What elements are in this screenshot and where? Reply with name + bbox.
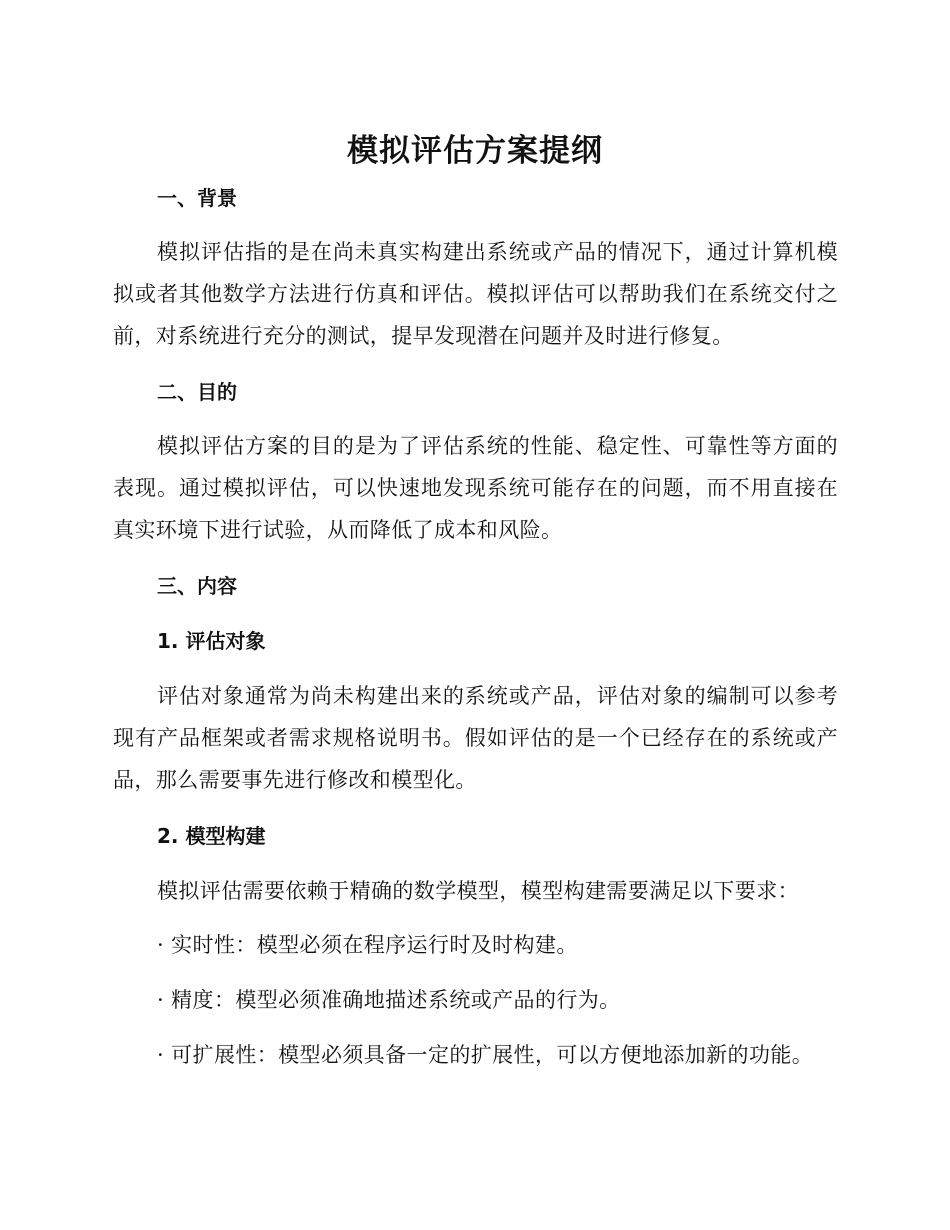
section-paragraph-purpose: 模拟评估方案的目的是为了评估系统的性能、稳定性、可靠性等方面的表现。通过模拟评估，可以快速地发现系统可能存在的问题，而不用直接在真实环境下进行试验，从而降低了成本和风险。 <box>113 434 838 542</box>
subsection-heading-model-building: 2. 模型构建 <box>157 824 266 848</box>
document-title: 模拟评估方案提纲 <box>347 133 603 169</box>
subsection-heading-evaluation-object: 1. 评估对象 <box>157 629 266 653</box>
list-item: · 可扩展性：模型必须具备一定的扩展性，可以方便地添加新的功能。 <box>157 1043 814 1067</box>
section-heading-content: 三、内容 <box>157 574 237 598</box>
list-item: · 精度：模型必须准确地描述系统或产品的行为。 <box>157 988 621 1012</box>
subsection-paragraph-evaluation-object: 评估对象通常为尚未构建出来的系统或产品，评估对象的编制可以参考现有产品框架或者需求规格说明书。假如评估的是一个已经存在的系统或产品，那么需要事先进行修改和模型化。 <box>113 684 838 792</box>
list-item: · 实时性：模型必须在程序运行时及时构建。 <box>157 933 578 957</box>
section-heading-purpose: 二、目的 <box>157 380 237 404</box>
section-paragraph-background: 模拟评估指的是在尚未真实构建出系统或产品的情况下，通过计算机模拟或者其他数学方法进行仿真和评估。模拟评估可以帮助我们在系统交付之前，对系统进行充分的测试，提早发现潜在问题并及时进行修复。 <box>113 240 838 348</box>
section-heading-background: 一、背景 <box>157 186 237 210</box>
model-building-intro: 模拟评估需要依赖于精确的数学模型，模型构建需要满足以下要求： <box>157 879 799 903</box>
